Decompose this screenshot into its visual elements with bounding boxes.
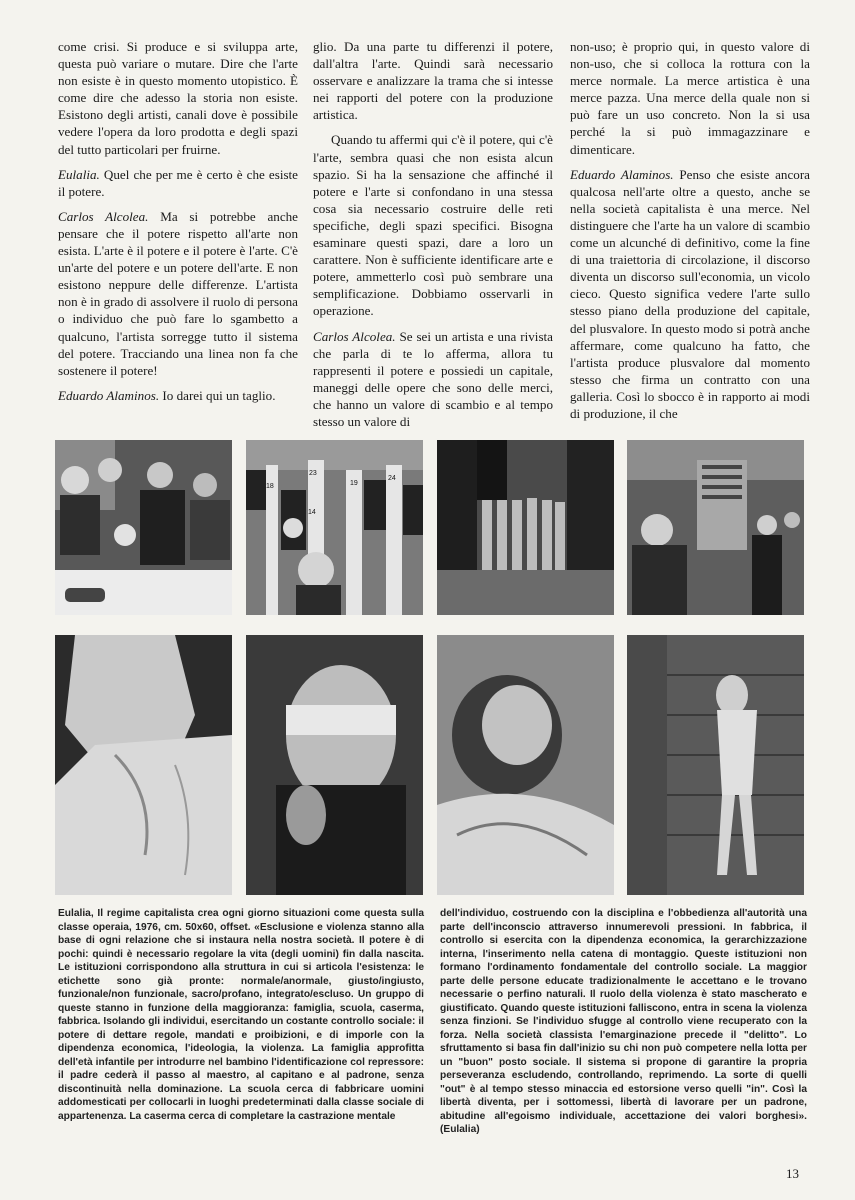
speaker-name: Eduardo Alaminos. <box>570 166 674 182</box>
speaker-name: Eulalia. <box>58 166 100 182</box>
desk-number: 19 <box>350 480 358 487</box>
desk-number: 23 <box>309 470 317 477</box>
paragraph: Eduardo Alaminos. Io darei qui un taglio. <box>58 387 276 403</box>
photo-school-desks <box>246 440 423 615</box>
photo-grid <box>55 440 810 895</box>
desk-number: 24 <box>388 475 396 482</box>
desk-number: 18 <box>266 483 274 490</box>
paragraph: Eduardo Alaminos. Penso che esiste ancora qualcosa nell'arte oltre a questo, anche se nella società capitalista è una merce. Nel distinguere che l'arte ha un valore di scambio come un alcunché di definitivo, come la fine di una traiettoria di circolazione, il discorso diventa un discorso sull'economia, un vicolo cieco. Questo significa vedere l'arte sullo stesso piano della produzione del capitale, del plusvalore. In questo modo si potrà anche affermare, come qualcuno ha fatto, che l'artista produce plusvalore dal momento stesso che firma un contratto con una galleria. Così lo sbocco è in rapporto ai modi di produzione, il che <box>570 166 810 421</box>
paragraph: Carlos Alcolea. Se sei un artista e una rivista che parla di te lo afferma, allora tu rappresenti il potere e possiedi un capitale, maneggi delle opere che sono delle merci, che hanno un valore di scambio e al tempo stesso un valore di <box>313 328 553 429</box>
photo-factory-workers <box>627 440 804 615</box>
photo-family-table <box>55 440 232 615</box>
speaker-name: Carlos Alcolea. <box>313 328 396 344</box>
text-column-3 <box>570 38 810 448</box>
paragraph: glio. Da una parte tu differenzi il potere, dall'altra l'arte. Quindi sarà necessario osservare e analizzare la trama che si intesse nei rapporti del potere con la produzione artistica. <box>313 39 553 123</box>
photo-soldiers-barracks <box>437 440 614 615</box>
paragraph: Eulalia. Quel che per me è certo è che esiste il potere. <box>58 166 298 199</box>
photo-bound-head <box>246 635 423 895</box>
paragraph: Carlos Alcolea. Ma si potrebbe anche pensare che il potere rispetto all'arte non esista. L'arte è il potere e il potere è l'arte. C'è un'arte del potere e un potere dell'arte. E non esistono neppure delle differenze. L'artista non è in grado di assolvere il ruolo di persona o individuo che può fare lo sgambetto a qualcuno, l'artista sorregge tutto il sistema del potere. Tracciando una linea non fa che sostenere il potere! <box>58 208 298 378</box>
desk-number: 14 <box>308 509 316 516</box>
paragraph: come crisi. Si produce e si sviluppa arte, questa può variare o mutare. Dire che l'arte non esiste è in questo momento utopistico. È come dire che adesso la storia non esiste. Esistono degli artisti, canali dove è possibile vedere l'opera da loro prodotta e degli spazi del tutto particolari per fruirne. <box>58 39 298 157</box>
text-column-2 <box>313 38 553 448</box>
paragraph: non-uso; è proprio qui, in questo valore di non-uso, che si colloca la rottura con la merce normale. La merce artistica è una merce pazza. Una merce della quale non si può fare un uso concreto. Non la si usa perché la si può immagazzinare e dimenticare. <box>570 39 810 157</box>
speaker-name: Carlos Alcolea. <box>58 208 149 224</box>
page-number: 13 <box>786 1166 799 1181</box>
photo-fallen-body <box>437 635 614 895</box>
text-column-1 <box>58 38 298 448</box>
speaker-name: Eduardo Alaminos. <box>58 387 160 403</box>
photo-figure-against-wall <box>627 635 804 895</box>
paragraph: Quando tu affermi qui c'è il potere, qui c'è l'arte, sembra quasi che non esista alcun spazio. Si ha la sensazione che affinché il potere e l'arte si confondano in una stessa cosa sia necessario costruire delle reti specifiche, degli spazi specifici. Bisogna esaminare questi spazi, dare a loro un carattere. Non è sufficiente identificare arte e potere, ammetterlo così può sembrare una semplificazione. Dobbiamo osservarli in operazione. <box>313 132 553 319</box>
photo-caption-left: Eulalia, Il regime capitalista crea ogni giorno situazioni come questa sulla classe operaia, 1976, cm. 50x60, offset. «Esclusione e violenza stanno alla base di ogni relazione che si instaura nella nostra società. Il potere è di pochi: quindi è necessario regolare la vita (degli uomini) fin dalla nascita. Le istituzioni corrispondono alla struttura in cui si articola l'esistenza: le etichette sono già pronte: normale/anormale, giusto/ingiusto, funzionale/non funzionale, sacro/profano, integrato/escluso. Un gruppo di queste stanno in funzione della maggioranza: famiglia, scuola, caserma, fabbrica. Isolando gli individui, esercitando un costante controllo sociale: il potere di dettare regole, mandati e proibizioni, e di imporle con la dipendenza economica, l'ideologia, la violenza. La famiglia approfitta dell'età infantile per introdurre nel bambino l'identificazione col repressore: il padre cederà il passo al maestro, al capitano e al padrone, senza discontinuità nella dominazione. La scuola cerca di fabbricare uomini addomesticati per collocarli in luoghi predeterminati dalla classe sociale di appartenenza. La caserma cerca di completare la castrazione mentale <box>58 908 424 1122</box>
photo-torn-dress-shoulder <box>55 635 232 895</box>
photo-caption-right: dell'individuo, costruendo con la disciplina e l'obbedienza all'autorità una parte dell'inconscio attraverso innumerevoli pressioni. In fabbrica, il controllo si esercita con la dipendenza economica, la gerarchizzazione interna, l'inserimento nella catena di montaggio. Queste istituzioni non formano l'ordinamento fondamentale del controllo sociale. La maggior parte delle persone educate tradizionalmente le accettano e le trovano necessarie o perfino naturali. Il ruolo della violenza è stato mascherato e giustificato. Quando queste istituzioni falliscono, entra in scena la violenza senza finzioni. Se l'individuo sfugge al controllo viene recuperato con la forza. Nella società classista l'emarginazione precede il "delitto". Lo sfruttamento si basa fin dall'inizio su chi non può competere nella lotta per un "buon" posto sociale. Il sistema si propone di garantire la propria perseveranza escludendo, controllando, reprimendo. La sorte di quelli "out" è al tempo stesso minaccia ed estorsione verso quelli "in". Così la libertà diventa, per i sottomessi, libertà di lavorare per un padrone, abitudine all'egoismo individuale, accettazione dei valori borghesi». (Eulalia) <box>440 908 807 1135</box>
